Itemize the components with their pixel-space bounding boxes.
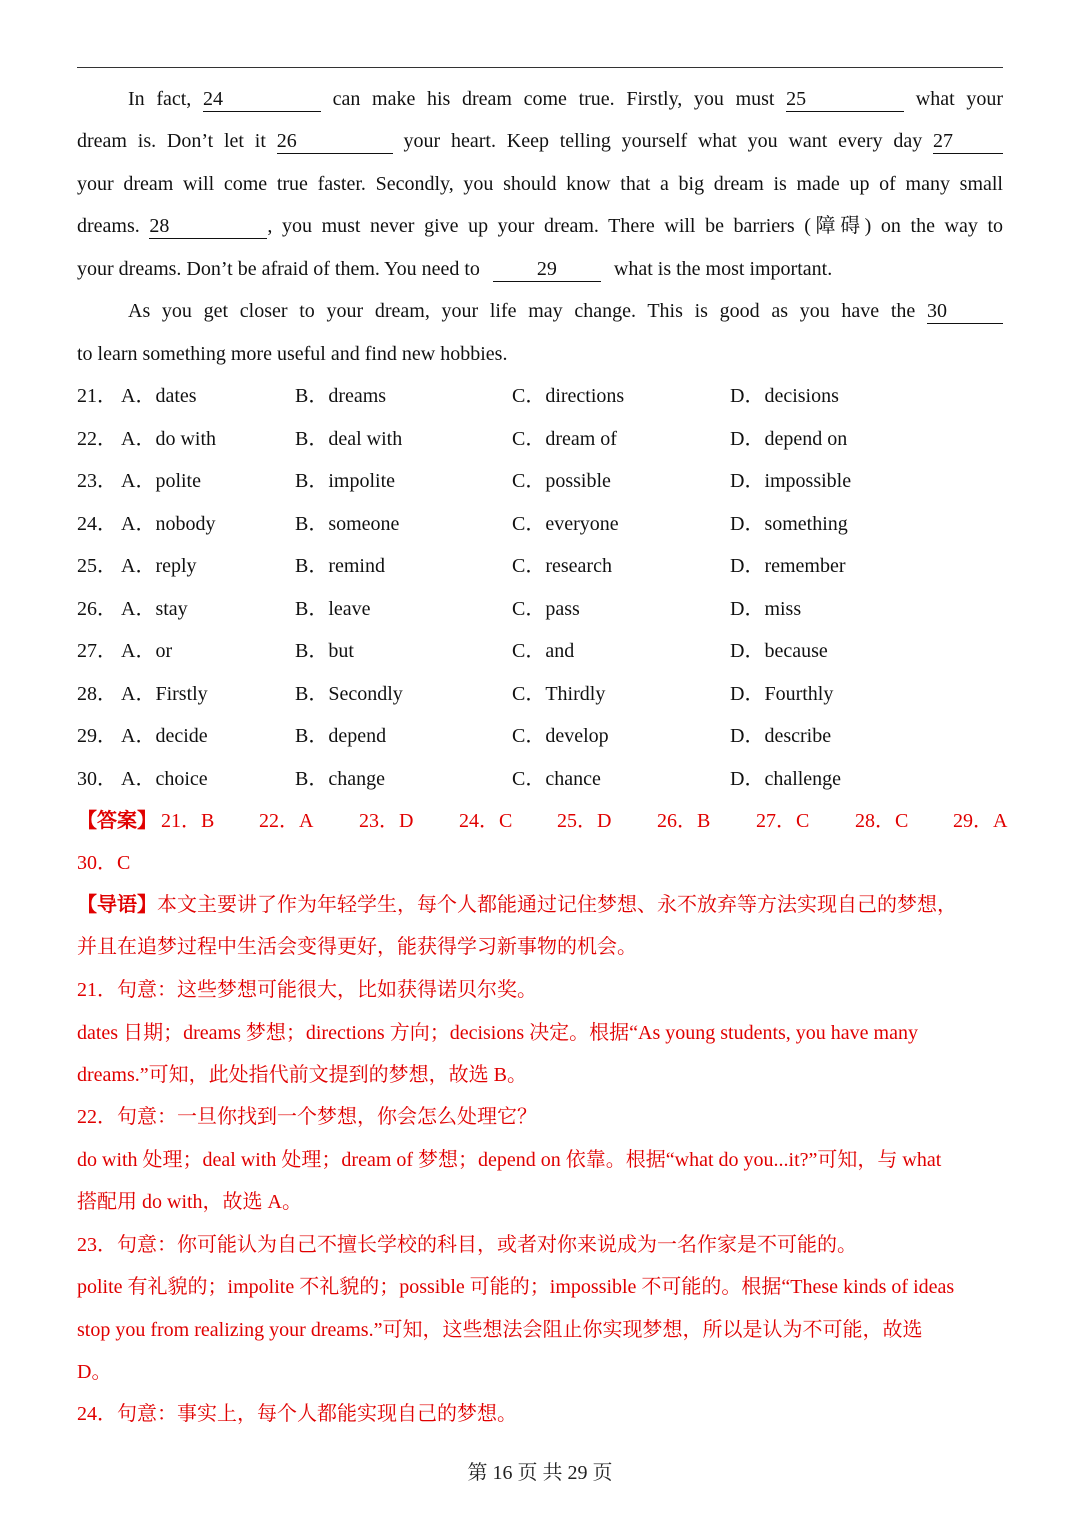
option-c: C．directions [512,385,625,407]
option-d: D．remember [730,555,846,577]
option-b: B．depend [295,725,387,747]
explanation-line: D。 [77,1361,112,1383]
passage-line [77,126,1003,156]
option-a: A．dates [121,385,197,407]
option-c: C．possible [512,470,611,492]
option-b: B．impolite [295,470,395,492]
option-a: A．nobody [121,512,216,535]
answer-label: 【答案】 [77,810,157,832]
option-c: C．Thirdly [512,682,606,705]
passage-line [77,254,1003,284]
passage-text: dream is. Don’t let it [77,130,266,152]
option-b: B．someone [295,512,400,535]
answer-item: 24．C [459,810,513,832]
guide-label: 【导语】 [77,894,157,916]
page-footer: 第 16 页 共 29 页 [467,1462,613,1484]
question-number: 28． [77,682,117,705]
option-d: D．challenge [730,767,842,790]
answer-item: 25．D [557,810,612,832]
blank-27: 27 [933,129,1003,154]
explanation-line: 21．句意：这些梦想可能很大，比如获得诺贝尔奖。 [77,979,537,1001]
explanation-line: 23．句意：你可能认为自己不擅长学校的科目，或者对你来说成为一名作家是不可能的。 [77,1234,857,1256]
option-d: D．impossible [730,470,852,492]
option-b: B．deal with [295,427,403,450]
option-b: B．leave [295,597,371,620]
guide-text: 本文主要讲了作为年轻学生，每个人都能通过记住梦想、永不放弃等方法实现自己的梦想， [157,894,957,916]
guide-line [77,890,1003,920]
explanation-line: dreams.”可知，此处指代前文提到的梦想，故选 B。 [77,1064,527,1086]
option-b: B．dreams [295,385,387,407]
blank-30: 30 [927,299,1003,324]
option-d: D．something [730,512,848,535]
option-c: C．chance [512,767,601,790]
question-number: 29． [77,725,117,747]
option-d: D．miss [730,597,802,620]
question-number: 21． [77,385,117,407]
answer-item: 27．C [756,810,810,832]
passage-line [77,211,1003,241]
option-d: D．describe [730,725,832,747]
passage-line [77,84,1003,114]
option-b: B．Secondly [295,682,403,705]
answer-item: 26．B [657,810,711,832]
question-number: 22． [77,427,117,450]
option-a: A．choice [121,767,208,790]
explanation-line: 搭配用 do with，故选 A。 [77,1191,302,1213]
question-number: 23． [77,470,117,492]
question-number: 27． [77,640,117,662]
option-c: C．everyone [512,512,619,535]
option-d: D．decisions [730,385,839,407]
answer-item: 23．D [359,810,414,832]
option-b: B．remind [295,555,385,577]
guide-line: 并且在追梦过程中生活会变得更好，能获得学习新事物的机会。 [77,936,637,958]
passage-text: what your [915,88,1003,110]
option-c: C．and [512,640,575,662]
question-number: 30． [77,767,117,790]
answer-item: 29．A [953,810,1008,832]
option-b: B．but [295,640,354,662]
answer-item: 21．B [161,810,215,832]
blank-24: 24 [203,87,321,112]
option-c: C．research [512,555,612,577]
explanation-line: do with 处理；deal with 处理；dream of 梦想；depend on 依靠。根据“what do you...it?”可知，与 what [77,1149,942,1171]
passage-text: can make his dream come true. Firstly, you must [332,88,775,110]
option-a: A．or [121,640,173,662]
question-number: 26． [77,597,117,620]
passage-text: dreams. [77,215,140,237]
question-number: 25． [77,555,117,577]
passage-line [77,296,1003,326]
explanation-line: stop you from realizing your dreams.”可知，这些想法会阻止你实现梦想，所以是认为不可能，故选 [77,1319,923,1341]
explanation-line: 24．句意：事实上，每个人都能实现自己的梦想。 [77,1403,517,1425]
option-d: D．depend on [730,427,848,450]
answer-item: 28．C [855,810,909,832]
option-c: C．pass [512,597,580,620]
option-c: C．develop [512,725,609,747]
option-a: A．stay [121,597,188,620]
passage-text: what is the most important. [613,258,833,280]
header-rule [77,67,1003,68]
answer-item: 22．A [259,810,314,832]
explanation-line: polite 有礼貌的；impolite 不礼貌的；possible 可能的；impossible 不可能的。根据“These kinds of ideas [77,1276,955,1298]
explanation-line: dates 日期；dreams 梦想；directions 方向；decisions 决定。根据“As young students, you have many [77,1022,918,1044]
option-a: A．do with [121,427,216,450]
option-d: D．because [730,640,828,662]
option-a: A．Firstly [121,682,208,705]
passage-text: , you must never give up your dream. There will be barriers (障碍) on the way to [267,215,1004,237]
blank-25: 25 [786,87,904,112]
option-a: A．decide [121,725,208,747]
option-d: D．Fourthly [730,682,834,705]
passage-line: to learn something more useful and find new hobbies. [77,343,508,365]
question-number: 24． [77,512,117,535]
blank-26: 26 [277,129,393,154]
passage-text: As you get closer to your dream, your life may change. This is good as you have the [128,300,916,322]
passage-line: your dream will come true faster. Secondly, you should know that a big dream is made up of many small [77,173,1003,195]
explanation-line: 22．句意：一旦你找到一个梦想，你会怎么处理它？ [77,1106,537,1128]
option-c: C．dream of [512,427,617,450]
option-a: A．reply [121,555,197,577]
passage-text: your dreams. Don’t be afraid of them. You need to [77,258,480,280]
passage-text: your heart. Keep telling yourself what you want every day [403,130,923,152]
option-a: A．polite [121,470,201,492]
option-b: B．change [295,767,385,790]
answer-item: 30．C [77,852,131,874]
blank-28: 28 [149,214,267,239]
passage-text: In fact, [128,88,192,110]
blank-29: 29 [493,257,601,282]
